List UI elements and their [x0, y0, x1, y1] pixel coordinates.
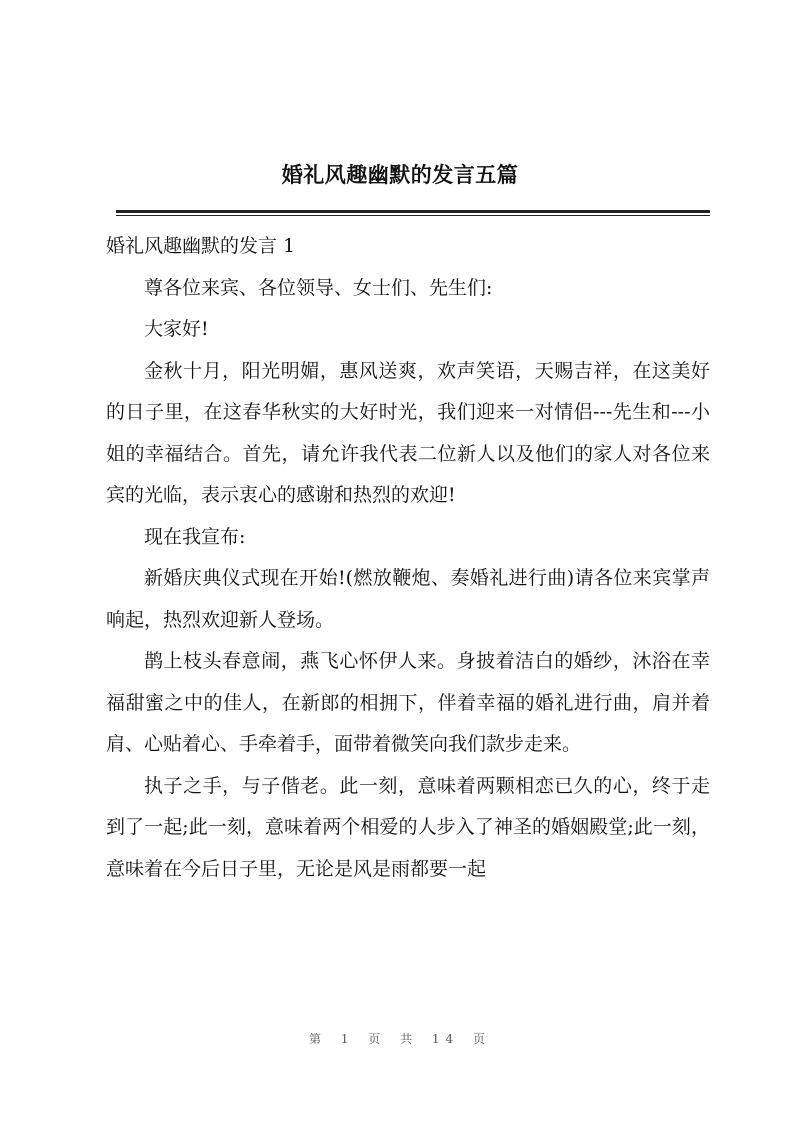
document-title: 婚礼风趣幽默的发言五篇	[281, 162, 519, 187]
paragraph-bride-entrance: 鹊上枝头春意闹，燕飞心怀伊人来。身披着洁白的婚纱，沐浴在幸福甜蜜之中的佳人，在新郎的相拥下，伴着幸福的婚礼进行曲，肩并着肩、心贴着心、手牵着手，面带着微笑向我们款步走来。	[106, 650, 710, 755]
paragraph-ceremony-start: 新婚庆典仪式现在开始!(燃放鞭炮、奏婚礼进行曲)请各位来宾掌声响起，热烈欢迎新人登场。	[106, 567, 710, 631]
paragraph-hello: 大家好!	[144, 318, 209, 340]
paragraph-intro: 金秋十月，阳光明媚，惠风送爽，欢声笑语，天赐吉祥，在这美好的日子里，在这春华秋实的大好时光，我们迎来一对情侣---先生和---小姐的幸福结合。首先，请允许我代表二位新人以及他们的家人对各位来宾的光临，表示衷心的感谢和热烈的欢迎!	[106, 359, 710, 506]
paragraph-announce: 现在我宣布:	[144, 525, 246, 548]
document-body	[106, 226, 710, 890]
title-divider	[116, 210, 710, 216]
paragraph-vows: 执子之手，与子偕老。此一刻，意味着两颗相恋已久的心，终于走到了一起;此一刻，意味着两个相爱的人步入了神圣的婚姻殿堂;此一刻，意味着在今后日子里，无论是风是雨都要一起	[106, 774, 710, 880]
page-number-footer: 第 1 页 共 14 页	[309, 1032, 491, 1046]
section-heading: 婚礼风趣幽默的发言 1	[106, 235, 296, 257]
paragraph-greeting: 尊各位来宾、各位领导、女士们、先生们:	[144, 276, 493, 299]
